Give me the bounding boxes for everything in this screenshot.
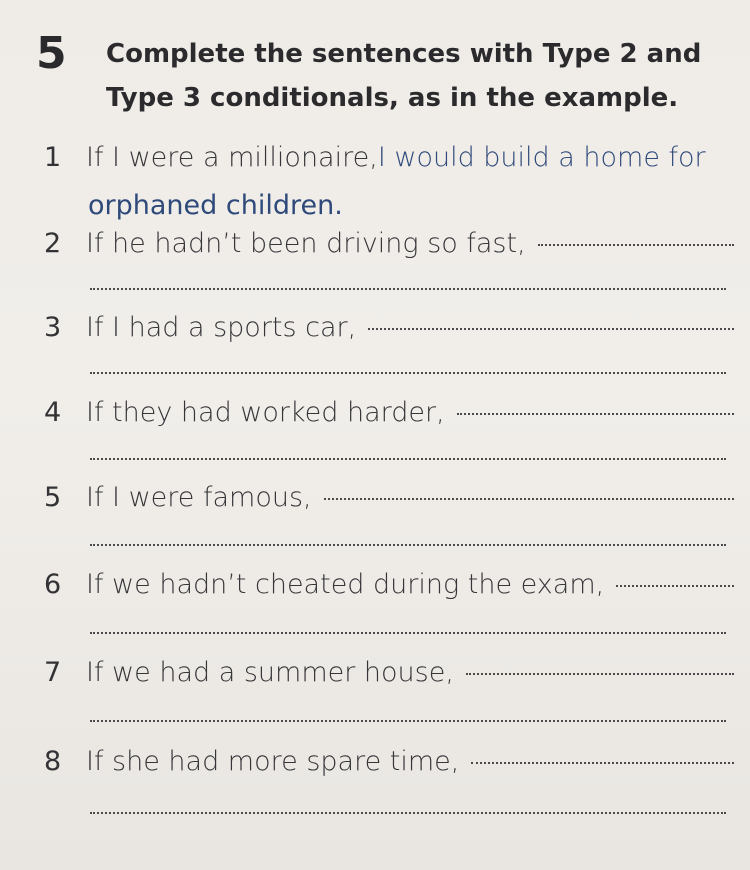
item-number: 4 xyxy=(44,397,62,428)
exercise-instruction xyxy=(106,32,706,120)
item-prompt: If they had worked harder, xyxy=(86,397,445,428)
answer-blank[interactable] xyxy=(324,498,734,500)
instruction-line-2: Type 3 conditionals, as in the example. xyxy=(106,83,679,113)
item-number: 5 xyxy=(44,482,62,513)
item-prompt: If we hadn’t cheated during the exam, xyxy=(86,569,605,600)
item-prompt: If I were a millionaire, xyxy=(86,142,378,173)
answer-blank-line[interactable] xyxy=(90,458,726,460)
answer-blank[interactable] xyxy=(538,244,734,246)
example-answer-continued: orphaned children. xyxy=(88,190,343,221)
answer-blank[interactable] xyxy=(471,762,734,764)
item-sentence xyxy=(86,228,734,259)
answer-blank-line[interactable] xyxy=(90,288,726,290)
answer-blank-line[interactable] xyxy=(90,544,726,546)
instruction-line-1: Complete the sentences with Type 2 and xyxy=(106,39,702,69)
item-prompt: If she had more spare time, xyxy=(86,746,460,777)
item-number: 1 xyxy=(44,142,62,173)
exercise-number: 5 xyxy=(36,28,67,79)
answer-blank-line[interactable] xyxy=(90,372,726,374)
item-sentence xyxy=(86,657,734,688)
answer-blank[interactable] xyxy=(457,413,734,415)
item-sentence xyxy=(86,746,734,777)
item-sentence xyxy=(86,142,734,173)
item-sentence xyxy=(86,397,734,428)
item-prompt: If he hadn’t been driving so fast, xyxy=(86,228,526,259)
item-sentence xyxy=(86,569,734,600)
item-number: 6 xyxy=(44,569,62,600)
answer-blank[interactable] xyxy=(466,673,734,675)
example-answer: I would build a home for xyxy=(377,142,706,173)
answer-blank[interactable] xyxy=(616,585,734,587)
answer-blank-line[interactable] xyxy=(90,632,726,634)
item-prompt: If I were famous, xyxy=(86,482,312,513)
item-prompt: If we had a summer house, xyxy=(86,657,454,688)
item-number: 7 xyxy=(44,657,62,688)
answer-blank[interactable] xyxy=(368,328,734,330)
item-number: 2 xyxy=(44,228,62,259)
answer-blank-line[interactable] xyxy=(90,720,726,722)
item-number: 8 xyxy=(44,746,62,777)
item-sentence xyxy=(86,312,734,343)
item-sentence xyxy=(86,482,734,513)
item-number: 3 xyxy=(44,312,62,343)
item-prompt: If I had a sports car, xyxy=(86,312,357,343)
answer-blank-line[interactable] xyxy=(90,812,726,814)
